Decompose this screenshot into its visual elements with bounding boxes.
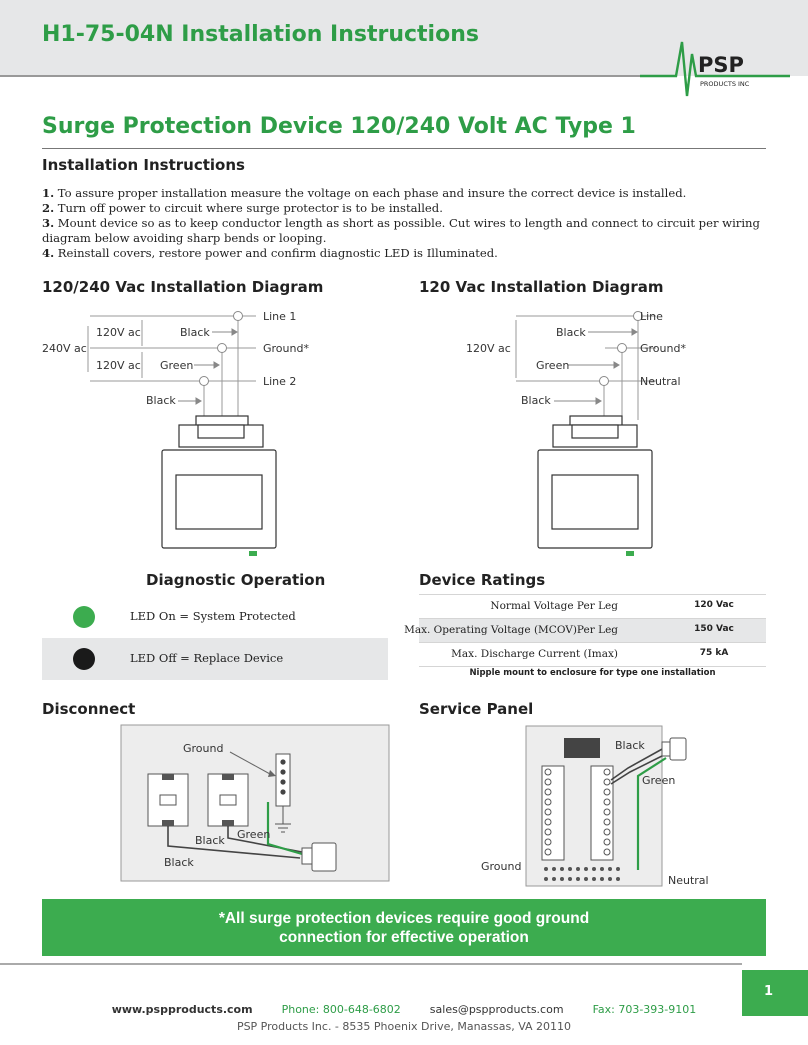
label-v-total: 240V ac (42, 342, 87, 355)
logo-text: PSP (698, 53, 744, 77)
service-panel-diagram (478, 724, 710, 890)
disconnect-title: Disconnect (42, 700, 136, 718)
footer-contacts (0, 1003, 808, 1016)
step-1: 1. To assure proper installation measure the voltage on each phase and insure the correct device is installed. (42, 186, 687, 200)
step-3: 3. Mount device so as to keep conductor length as short as possible. Cut wires to length and connect to circuit per wiring diagram below avoiding sharp bends or looping. (42, 216, 760, 245)
diagram-left-title: 120/240 Vac Installation Diagram (42, 278, 324, 296)
spd-device-icon (538, 416, 652, 548)
label-v-top: 120V ac (96, 326, 141, 339)
label-neutral: Neutral (668, 874, 709, 887)
psp-logo (640, 24, 790, 99)
label-black: Black (195, 834, 225, 847)
ratings-title: Device Ratings (419, 571, 546, 589)
spd-device-icon (162, 416, 276, 548)
disconnect-diagram (120, 724, 390, 884)
diagnostic-row-on: LED On = System Protected (42, 596, 388, 638)
wiring-diagram-240v (0, 300, 400, 565)
step-4: 4. Reinstall covers, restore power and confirm diagnostic LED is Illuminated. (42, 246, 498, 260)
diagnostic-row-off: LED Off = Replace Device (42, 638, 388, 680)
label-line: Line (640, 310, 663, 323)
page-number: 1 (764, 984, 774, 999)
diagnostic-table (42, 596, 388, 680)
label-black-bottom: Black (146, 394, 176, 407)
label-ground: Ground (481, 860, 522, 873)
label-voltage: 120V ac (466, 342, 511, 355)
main-breaker-icon (564, 738, 600, 758)
rating-row: Normal Voltage Per Leg 120 Vac (419, 595, 766, 619)
label-line2: Line 2 (263, 375, 297, 388)
label-ground-right: Ground* (640, 342, 686, 355)
label-green: Green (237, 828, 271, 841)
banner-line-1: *All surge protection devices require good ground (218, 910, 590, 927)
section-rule (42, 148, 766, 149)
label-green-right: Green (536, 359, 570, 372)
led-indicator (626, 551, 634, 556)
logo-subtext: PRODUCTS INC (700, 80, 750, 88)
footer-website[interactable]: www.pspproducts.com (111, 1003, 253, 1016)
label-black-bottom-right: Black (521, 394, 551, 407)
service-panel-title: Service Panel (419, 700, 534, 718)
install-steps (42, 186, 768, 261)
rating-row: Max. Discharge Current (Imax) 75 kA (419, 643, 766, 667)
footer-email[interactable]: sales@pspproducts.com (429, 1003, 564, 1016)
label-ground: Ground (183, 742, 224, 755)
led-off-icon (73, 648, 95, 670)
header-divider (0, 75, 650, 77)
led-on-icon (73, 606, 95, 628)
ground-warning-banner (42, 899, 766, 956)
footer-address: PSP Products Inc. - 8535 Phoenix Drive, Manassas, VA 20110 (236, 1020, 572, 1033)
label-ground: Ground* (263, 342, 309, 355)
label-green: Green (160, 359, 194, 372)
led-indicator (249, 551, 257, 556)
label-neutral: Neutral (640, 375, 681, 388)
ratings-note: Nipple mount to enclosure for type one installation (469, 668, 716, 678)
diagnostic-title: Diagnostic Operation (146, 571, 326, 589)
label-black: Black (615, 739, 645, 752)
label-green: Green (642, 774, 676, 787)
install-heading: Installation Instructions (42, 156, 245, 174)
ratings-table (404, 594, 766, 667)
footer-rule (0, 963, 742, 965)
footer-phone: Phone: 800-648-6802 (281, 1003, 401, 1016)
document-title: H1-75-04N Installation Instructions (42, 22, 479, 47)
wiring-diagram-120v (400, 300, 800, 565)
spd-mini-icon (662, 738, 686, 760)
label-v-bottom: 120V ac (96, 359, 141, 372)
label-line1: Line 1 (263, 310, 297, 323)
diagram-right-title: 120 Vac Installation Diagram (419, 278, 664, 296)
label-black: Black (164, 856, 194, 869)
rating-row: Max. Operating Voltage (MCOV)Per Leg 150 Vac (419, 619, 766, 643)
label-black-top-right: Black (556, 326, 586, 339)
footer-fax: Fax: 703-393-9101 (592, 1003, 697, 1016)
label-black-top: Black (180, 326, 210, 339)
banner-line-2: connection for effective operation (279, 929, 529, 946)
section-title: Surge Protection Device 120/240 Volt AC Type 1 (42, 114, 636, 139)
step-2: 2. Turn off power to circuit where surge protector is to be installed. (42, 201, 443, 215)
